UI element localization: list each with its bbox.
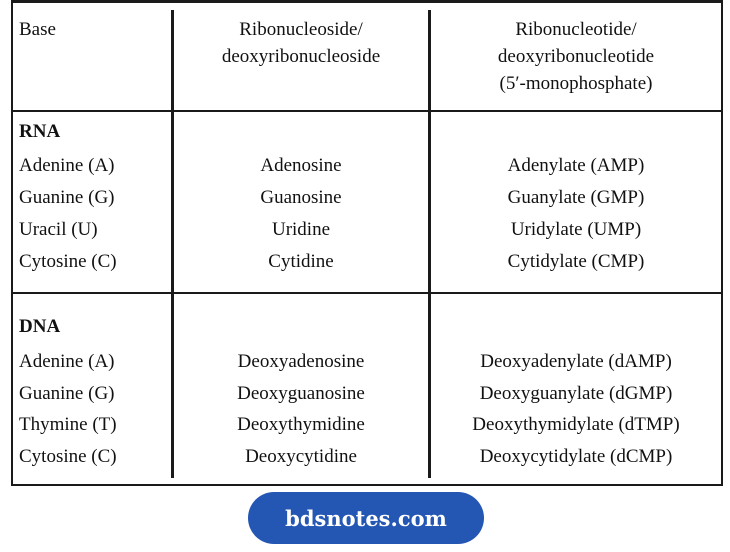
table-row-rna-nucleoside: Guanosine	[260, 187, 342, 208]
table-row-dna-base: Adenine (A)	[19, 351, 115, 372]
table-row-rna-nucleotide: Uridylate (UMP)	[510, 219, 642, 240]
section-title-dna: DNA	[19, 316, 61, 337]
table-row-rna-nucleotide: Cytidylate (CMP)	[507, 251, 645, 272]
header-nucleotide-line3: (5′-monophosphate)	[499, 73, 653, 94]
table-row-dna-nucleotide: Deoxythymidylate (dTMP)	[472, 414, 680, 435]
header-nucleoside-line2: deoxyribonucleoside	[221, 46, 381, 67]
table-row-rna-base: Guanine (G)	[19, 187, 115, 208]
table-row-rna-nucleoside: Adenosine	[260, 155, 342, 176]
table-row-dna-base: Guanine (G)	[19, 383, 115, 404]
table-row-dna-nucleotide: Deoxyguanylate (dGMP)	[479, 383, 673, 404]
table-row-rna-base: Cytosine (C)	[19, 251, 117, 272]
watermark-badge	[248, 492, 484, 544]
table-row-rna-nucleoside: Uridine	[271, 219, 331, 240]
table-row-dna-nucleoside: Deoxythymidine	[237, 414, 365, 435]
table-row-dna-base: Cytosine (C)	[19, 446, 117, 467]
table-row-dna-nucleotide: Deoxyadenylate (dAMP)	[480, 351, 672, 372]
section-title-rna: RNA	[19, 121, 61, 142]
table-row-rna-nucleotide: Adenylate (AMP)	[507, 155, 645, 176]
header-nucleotide-line1: Ribonucleotide/	[515, 19, 637, 40]
section-divider	[11, 292, 723, 294]
table-row-rna-nucleoside: Cytidine	[268, 251, 334, 272]
table-row-rna-base: Adenine (A)	[19, 155, 115, 176]
table-row-dna-base: Thymine (T)	[19, 414, 117, 435]
header-divider	[11, 110, 723, 112]
table-row-dna-nucleoside: Deoxyadenosine	[237, 351, 365, 372]
table-row-dna-nucleoside: Deoxycytidine	[245, 446, 357, 467]
table-row-rna-nucleotide: Guanylate (GMP)	[507, 187, 645, 208]
header-nucleotide-line2: deoxyribonucleotide	[497, 46, 655, 67]
header-nucleoside-line1: Ribonucleoside/	[239, 19, 363, 40]
table-row-rna-base: Uracil (U)	[19, 219, 98, 240]
watermark-label: bdsnotes.com	[285, 505, 447, 531]
table-row-dna-nucleoside: Deoxyguanosine	[237, 383, 365, 404]
header-base: Base	[19, 19, 56, 40]
table-row-dna-nucleotide: Deoxycytidylate (dCMP)	[479, 446, 673, 467]
